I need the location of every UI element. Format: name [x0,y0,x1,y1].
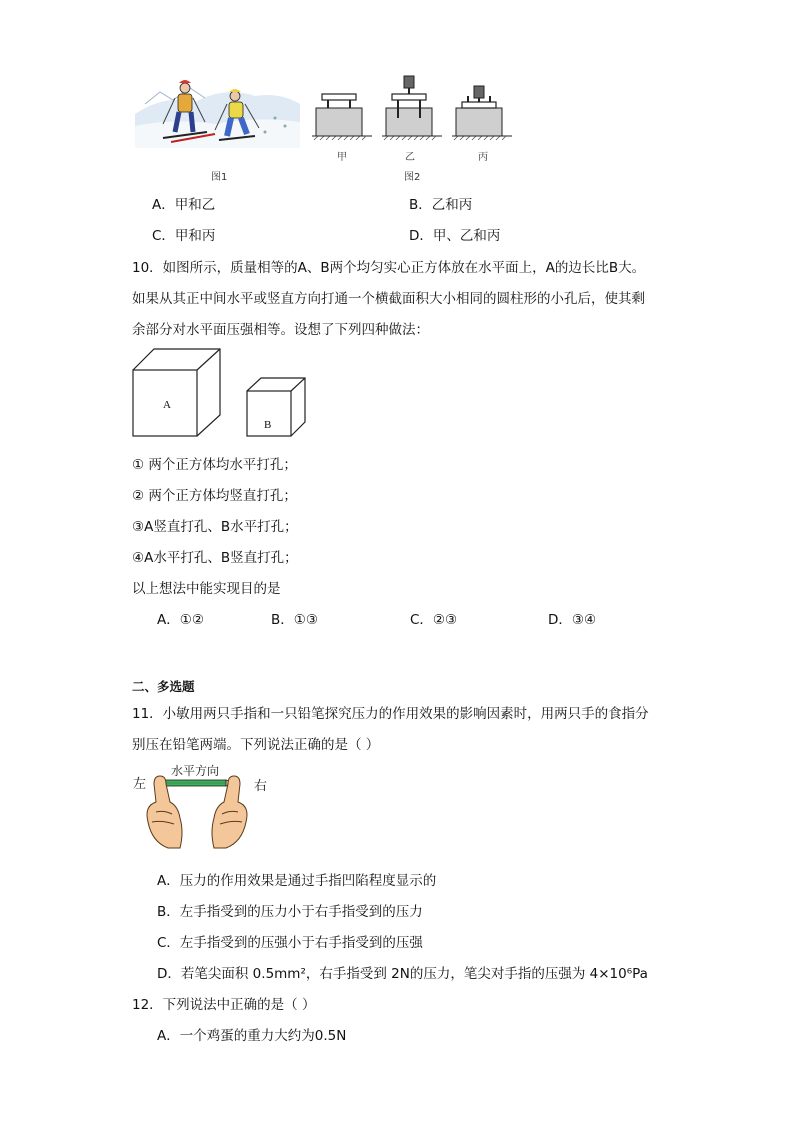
q9-figure-1 [135,74,300,148]
left-hand [147,776,182,848]
right-hand [212,776,247,848]
cubes-diagram [130,346,310,440]
q11-option-a[interactable]: A．压力的作用效果是通过手指凹陷程度显示的 [157,873,437,889]
q9-figure-2-caption: 图2 [404,172,421,183]
cube-a [133,349,220,436]
cube-b [247,378,305,436]
q10-cubes-figure [130,346,310,440]
q9-fig2-label-jia: 甲 [337,152,347,163]
q10-method-1: ① 两个正方体均水平打孔； [132,457,297,473]
q9-option-d[interactable]: D．甲、乙和丙 [409,228,501,244]
q11-option-c[interactable]: C．左手指受到的压强小于右手指受到的压强 [157,935,423,951]
q10-option-b[interactable]: B．①③ [271,612,318,628]
skiers-illustration [135,74,300,148]
q9-option-a[interactable]: A．甲和乙 [152,197,216,213]
cube-b-label: B [264,419,272,431]
q10-prompt: 以上想法中能实现目的是 [132,581,281,597]
q10-stem-line-3: 余部分对水平面压强相等。设想了下列四种做法： [132,322,429,338]
q10-method-2: ② 两个正方体均竖直打孔； [132,488,297,504]
fingers-pencil-diagram [130,762,280,852]
q9-fig2-label-bing: 丙 [478,152,488,163]
q11-figure [130,762,280,852]
fig-left-label: 左 [133,776,147,791]
block-bing [452,86,512,140]
pencil [160,780,234,786]
q9-option-b[interactable]: B．乙和丙 [409,197,473,213]
q11-option-b[interactable]: B．左手指受到的压力小于右手指受到的压力 [157,904,423,920]
q10-stem-line-1: 10．如图所示，质量相等的A、B两个均匀实心正方体放在水平面上，A的边长比B大。 [132,260,646,276]
q11-stem-line-2: 别压在铅笔两端。下列说法正确的是（ ） [132,737,380,753]
cube-a-label: A [163,399,171,411]
q10-option-d[interactable]: D．③④ [548,612,597,628]
q12-stem: 12．下列说法中正确的是（ ） [132,997,316,1013]
q12-option-a[interactable]: A．一个鸡蛋的重力大约为0.5N [157,1028,347,1044]
section-heading: 二、多选题 [132,679,195,694]
block-jia [312,94,372,140]
q9-fig2-label-yi: 乙 [405,152,415,163]
q11-option-d[interactable]: D．若笔尖面积 0.5mm²，右手指受到 2N的压力，笔尖对手指的压强为 4×10⁶Pa [157,966,648,982]
q10-option-c[interactable]: C．②③ [410,612,458,628]
q10-method-4: ④A水平打孔、B竖直打孔； [132,550,298,566]
q11-stem-line-1: 11．小敏用两只手指和一只铅笔探究压力的作用效果的影响因素时，用两只手的食指分 [132,706,649,722]
q10-stem-line-2: 如果从其正中间水平或竖直方向打通一个横截面积大小相同的圆柱形的小孔后，使其剩 [132,291,645,307]
block-yi [382,76,442,140]
q10-option-a[interactable]: A．①② [157,612,204,628]
q10-method-3: ③A竖直打孔、B水平打孔； [132,519,298,535]
q9-option-c[interactable]: C．甲和丙 [152,228,216,244]
fig-direction-label: 水平方向 [171,764,220,778]
fig-right-label: 右 [254,778,268,793]
q9-figure-1-caption: 图1 [211,172,228,183]
